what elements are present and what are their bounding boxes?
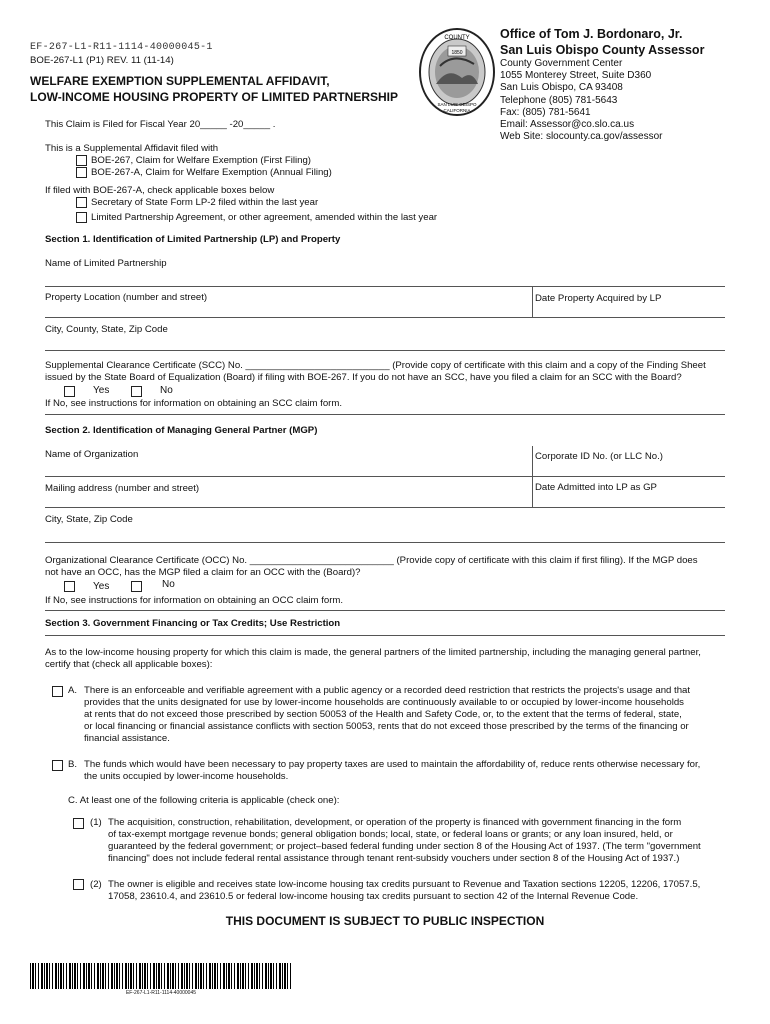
criteria-c-text: C. At least one of the following criteria is applicable (check one): bbox=[68, 795, 340, 806]
criteria-b-checkbox[interactable] bbox=[52, 760, 63, 771]
boe267a-checkbox[interactable] bbox=[76, 167, 87, 178]
text-line: financial assistance. bbox=[84, 733, 170, 744]
section-divider bbox=[45, 635, 725, 636]
text-line: guaranteed by the federal government; or project–based federal funding under section 8 of the Housing Act of 1937. (The term "government bbox=[108, 841, 701, 852]
text-line: financing" does not include federal rental assistance through tenant rent-subsidy vouchers under section 8 of the Housing Act of 1937.) bbox=[108, 853, 680, 864]
mailing-address-label: Mailing address (number and street) bbox=[45, 483, 200, 494]
criteria-a-checkbox[interactable] bbox=[52, 686, 63, 697]
barcode-icon bbox=[30, 963, 292, 989]
fax: Fax: (805) 781-5641 bbox=[500, 106, 591, 118]
public-inspection-notice: THIS DOCUMENT IS SUBJECT TO PUBLIC INSPECTION bbox=[225, 914, 545, 928]
address-line: San Luis Obispo, CA 93408 bbox=[500, 82, 623, 94]
boe267-label: BOE-267, Claim for Welfare Exemption (First Filing) bbox=[91, 155, 312, 166]
scc-yes-checkbox[interactable] bbox=[64, 386, 75, 397]
mailing-address-field[interactable] bbox=[45, 507, 725, 508]
scc-if-no: If No, see instructions for information on obtaining an SCC claim form. bbox=[45, 398, 343, 409]
field-divider bbox=[532, 287, 533, 317]
text-line: or local financing or financial assistance conflicts with section 50053, rents that do not exceed those prescribed by the terms of the financing or bbox=[84, 721, 689, 732]
seal-state: CALIFORNIA bbox=[443, 108, 471, 113]
scc-no-label: No bbox=[160, 385, 173, 396]
section-divider bbox=[45, 610, 725, 611]
criteria-c2-checkbox[interactable] bbox=[73, 879, 84, 890]
scc-text-line1: Supplemental Clearance Certificate (SCC) No. ___________________________ (Provide copy of certificate with this claim and a copy of the Finding Sheet bbox=[45, 360, 706, 371]
office-name: Office of Tom J. Bordonaro, Jr. bbox=[500, 27, 683, 41]
seal-top-text: COUNTY bbox=[444, 35, 470, 41]
form-revision: BOE-267-L1 (P1) REV. 11 (11-14) bbox=[30, 55, 174, 66]
date-acquired-label: Date Property Acquired by LP bbox=[535, 293, 662, 304]
criteria-a-text bbox=[84, 685, 725, 745]
occ-yes-checkbox[interactable] bbox=[64, 581, 75, 592]
city-state-label: City, State, Zip Code bbox=[45, 514, 133, 525]
scc-yes-label: Yes bbox=[93, 385, 110, 396]
text-line: the units occupied by lower-income households. bbox=[84, 771, 289, 782]
field-divider bbox=[532, 477, 533, 507]
section2-heading: Section 2. Identification of Managing General Partner (MGP) bbox=[45, 425, 318, 436]
city-county-field[interactable] bbox=[45, 350, 725, 351]
section-divider bbox=[45, 414, 725, 415]
section3-intro-line1: As to the low-income housing property for which this claim is made, the general partners of the limited partnership, including the managing general partner, bbox=[45, 647, 701, 658]
seal-year: 1850 bbox=[451, 50, 463, 56]
text-line: 17058, 23610.4, and 23610.5 or federal low-income housing tax credits pursuant to section 42 of the Internal Revenue Code. bbox=[108, 891, 639, 902]
fiscal-year-line: This Claim is Filed for Fiscal Year 20_____ -20_____ . bbox=[45, 119, 276, 130]
boe267a-label: BOE-267-A, Claim for Welfare Exemption (Annual Filing) bbox=[91, 167, 332, 178]
criteria-c1-text bbox=[108, 817, 725, 865]
lp-name-field[interactable] bbox=[45, 286, 725, 287]
occ-no-checkbox[interactable] bbox=[131, 581, 142, 592]
office-address bbox=[500, 58, 663, 143]
city-state-field[interactable] bbox=[45, 542, 725, 543]
occ-text-line1: Organizational Clearance Certificate (OCC) No. ___________________________ (Provide copy of certificate with this claim if first filing). If the MGP does bbox=[45, 555, 698, 566]
assessor-title: San Luis Obispo County Assessor bbox=[500, 43, 705, 57]
city-county-label: City, County, State, Zip Code bbox=[45, 324, 168, 335]
occ-text-line2: not have an OCC, has the MGP filed a claim for an OCC with the (Board)? bbox=[45, 567, 361, 578]
occ-if-no: If No, see instructions for information on obtaining an OCC claim form. bbox=[45, 595, 344, 606]
property-location-label: Property Location (number and street) bbox=[45, 292, 208, 303]
form-title-line1: WELFARE EXEMPTION SUPPLEMENTAL AFFIDAVIT, bbox=[30, 74, 330, 88]
email: Email: Assessor@co.slo.ca.us bbox=[500, 119, 635, 131]
lp-name-label: Name of Limited Partnership bbox=[45, 258, 167, 269]
text-line: provides that the units designated for use by lower-income households are continuously available to or occupied by lower-income households bbox=[84, 697, 684, 708]
text-line: of tax-exempt mortgage revenue bonds; general obligation bonds; local, state, or federal loans or grants; or any loan insured, held, or bbox=[108, 829, 673, 840]
corp-id-label: Corporate ID No. (or LLC No.) bbox=[535, 451, 663, 462]
boe267-checkbox[interactable] bbox=[76, 155, 87, 166]
section3-intro-line2: certify that (check all applicable boxes): bbox=[45, 659, 213, 670]
field-divider bbox=[532, 446, 533, 476]
criteria-b-text bbox=[84, 759, 725, 783]
section3-heading: Section 3. Government Financing or Tax Credits; Use Restriction bbox=[45, 618, 341, 629]
criteria-c2-label: (2) bbox=[90, 879, 102, 890]
occ-yes-label: Yes bbox=[93, 581, 110, 592]
scc-text-line2: issued by the State Board of Equalization (Board) if filing with BOE-267. If you do not have an SCC, have you filed a claim for an SCC with the Board? bbox=[45, 372, 682, 383]
text-line: There is an enforceable and verifiable agreement with a public agency or a recorded deed restriction that restricts the projects's usage and that bbox=[84, 685, 691, 696]
lp-agreement-label: Limited Partnership Agreement, or other agreement, amended within the last year bbox=[91, 212, 438, 223]
address-line: County Government Center bbox=[500, 58, 623, 69]
filed-with-intro: This is a Supplemental Affidavit filed with bbox=[45, 143, 219, 154]
scc-no-checkbox[interactable] bbox=[131, 386, 142, 397]
if-267a-intro: If filed with BOE-267-A, check applicable boxes below bbox=[45, 185, 275, 196]
lp2-checkbox[interactable] bbox=[76, 197, 87, 208]
barcode-text: EF-267-L1-R11-1114-40000045 bbox=[125, 990, 197, 996]
text-line: at rents that do not exceed those prescribed by section 50053 of the Health and Safety Code, or, to the extent that the terms of federal, state, bbox=[84, 709, 682, 720]
form-title-line2: LOW-INCOME HOUSING PROPERTY OF LIMITED PARTNERSHIP bbox=[30, 90, 398, 104]
date-admitted-label: Date Admitted into LP as GP bbox=[535, 482, 657, 493]
lp2-label: Secretary of State Form LP-2 filed within the last year bbox=[91, 197, 319, 208]
text-line: The owner is eligible and receives state low-income housing tax credits pursuant to Revenue and Taxation sections 12205, 12206, 17057.5, bbox=[108, 879, 701, 890]
criteria-c2-text bbox=[108, 879, 725, 903]
occ-no-label: No bbox=[162, 579, 175, 590]
text-line: The funds which would have been necessary to pay property taxes are used to maintain the affordability of, reduce rents otherwise necessary for, bbox=[84, 759, 701, 770]
text-line: The acquisition, construction, rehabilitation, development, or operation of the property is financed with government financing in the form bbox=[108, 817, 682, 828]
criteria-c1-checkbox[interactable] bbox=[73, 818, 84, 829]
section1-heading: Section 1. Identification of Limited Partnership (LP) and Property bbox=[45, 234, 341, 245]
lp-agreement-checkbox[interactable] bbox=[76, 212, 87, 223]
address-line: 1055 Monterey Street, Suite D360 bbox=[500, 70, 652, 82]
telephone: Telephone (805) 781-5643 bbox=[500, 94, 618, 106]
property-location-field[interactable] bbox=[45, 317, 725, 318]
org-name-field[interactable] bbox=[45, 476, 725, 477]
seal-name: SAN LUIS OBISPO bbox=[437, 102, 477, 107]
org-name-label: Name of Organization bbox=[45, 449, 139, 460]
website: Web Site: slocounty.ca.gov/assessor bbox=[500, 131, 663, 143]
county-seal-icon bbox=[418, 26, 496, 118]
criteria-a-label: A. bbox=[68, 685, 78, 696]
criteria-c1-label: (1) bbox=[90, 817, 102, 828]
criteria-b-label: B. bbox=[68, 759, 78, 770]
form-code: EF-267-L1-R11-1114-40000045-1 bbox=[30, 42, 213, 53]
